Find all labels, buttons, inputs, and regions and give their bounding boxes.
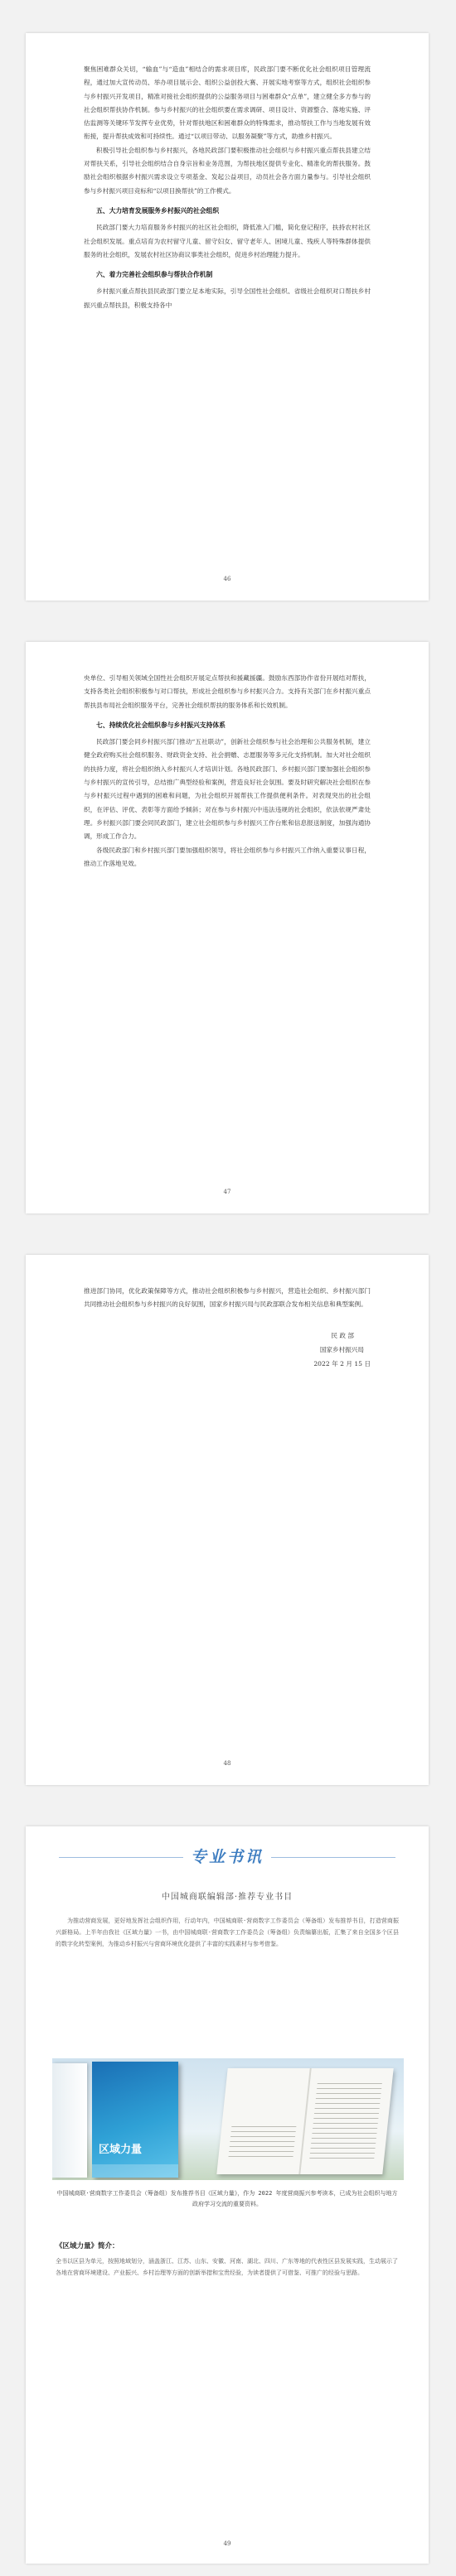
- book-photo: [52, 2058, 404, 2180]
- book-intro-heading: 《区域力量》简介：: [56, 2242, 119, 2250]
- section-title: 专业书讯: [190, 1848, 264, 1866]
- paragraph: 央单位、引导相关领域全国性社会组织开展定点帮扶和援藏援疆。鼓励东西部协作省份开展结对帮扶，支持各类社会组织积极参与对口帮扶，形成社会组织参与乡村振兴合力。支持有关部门在乡村振兴重点帮扶县布局社会组织服务平台，完善社会组织帮扶的服务体系和长效机制。: [84, 674, 371, 709]
- book-cover-title: 区域力量: [99, 2144, 143, 2156]
- book-spine: [52, 2063, 87, 2178]
- paragraph: 推进部门协同，优化政策保障等方式，推动社会组织积极参与乡村振兴，营造社会组织、乡村振兴部门共同推动社会组织参与乡村振兴的良好氛围，国家乡村振兴局与民政部联合发布相关信息和典型案例。: [84, 1287, 371, 1309]
- signature-block: [84, 1329, 371, 1371]
- section-heading: 六、着力完善社会组织参与帮扶合作机制: [96, 271, 213, 279]
- signature-org: 国家乡村振兴局: [319, 1345, 364, 1353]
- signature-date: 2022 年 2 月 15 日: [313, 1359, 371, 1368]
- document-page-4: [26, 1826, 429, 2564]
- book-text-lines: [309, 2083, 382, 2159]
- paragraph: 聚焦困难群众关切，“输血”与“造血”相结合的需求项目库，民政部门要不断优化社会组织项目管理流程，通过加大宣传动员、举办项目展示会、组织公益创投大赛、开展实地考察等方式，组织社会组织参与乡村振兴开发项目，精准对接社会组织提供的公益服务项目与困难群众“点单”，建立健全多方参与的社会组织帮扶协作机制。参与乡村振兴的社会组织要在需求调研、项目设计、资源整合、落地实施、评估监测等关键环节发挥专业优势，针对帮扶地区和困难群众的特殊需求，推动帮扶工作与当地发展有效衔接，提升帮扶成效和可持续性。通过“以项目带动、以服务凝聚”等方式，助推乡村振兴。: [84, 65, 371, 141]
- page-subtitle: 中国城商联编辑部·推荐专业书目: [161, 1893, 293, 1902]
- book-cover: [92, 2062, 178, 2178]
- page-number: 46: [223, 576, 231, 582]
- paragraph: 各级民政部门和乡村振兴部门要加强组织领导，将社会组织参与乡村振兴工作纳入重要议事日程，推动工作落地见效。: [84, 846, 371, 867]
- cover-band: [92, 2164, 178, 2178]
- photo-caption: 中国城商联·营商数字工作委员会（筹备组）发布推荐书目《区域力量》，作为 2022 年度营商振兴参考读本，已成为社会组织与地方政府学习交流的重要资料。: [56, 2190, 398, 2207]
- page-number: 49: [223, 2540, 231, 2547]
- book-text-lines: [228, 2126, 296, 2159]
- section-heading: 七、持续优化社会组织参与乡村振兴支持体系: [96, 721, 226, 729]
- paragraph: 积极引导社会组织参与乡村振兴，各地民政部门要积极推动社会组织与乡村振兴重点帮扶县建立结对帮扶关系，引导社会组织结合自身宗旨和业务范围，为帮扶地区提供专业化、精准化的帮扶服务。鼓励社会组织根据乡村振兴需求设立专项基金、发起公益项目，动员社会各方面力量参与。引导社会组织参与乡村振兴项目竞标和“以项目换帮扶”的工作模式。: [84, 146, 371, 195]
- signature-org: 民 政 部: [331, 1331, 354, 1339]
- page-number: 48: [223, 1760, 231, 1767]
- document-page-3: [26, 1255, 429, 1785]
- book-intro-text: 全书以区县为单元，按照地域划分，涵盖浙江、江苏、山东、安徽、河南、湖北、四川、广东等地的代表性区县发展实践，生动展示了各地在营商环境建设、产业振兴、乡村治理等方面的创新举措和宝贵经验，为读者提供了可借鉴、可推广的经验与思路。: [56, 2258, 398, 2276]
- paragraph: 乡村振兴重点帮扶县民政部门要立足本地实际，引导全国性社会组织、省级社会组织对口帮扶乡村振兴重点帮扶县，积极支持各中: [84, 287, 371, 309]
- section-heading: 五、大力培育发展服务乡村振兴的社会组织: [96, 206, 220, 215]
- document-page-2: [26, 642, 429, 1213]
- paragraph: 民政部门要大力培育服务乡村振兴的社区社会组织，降低准入门槛，简化登记程序，扶持农村社区社会组织发展。重点培育为农村留守儿童、留守妇女、留守老年人、困境儿童、残疾人等特殊群体提供服务的社会组织，发展农村社区协商议事类社会组织，促进乡村治理能力提升。: [84, 224, 371, 258]
- document-page-1: [26, 33, 429, 601]
- open-book: [216, 2068, 393, 2174]
- intro-paragraph: 为推动营商发展，更好地发挥社会组织作用，行动年内，中国城商联·营商数字工作委员会（筹备组）发布推荐书目，打造营商振兴新格局。上半年由我社《区域力量》一书，由中国城商联·营商数字工作委员会（筹备组）负责编纂出版，汇集了来自全国多个区县的数字化转型案例，为推动乡村振兴与营商环境优化提供了丰富的实践素材与参考借鉴。: [56, 1918, 399, 1947]
- page-number: 47: [223, 1189, 231, 1195]
- paragraph: 民政部门要会同乡村振兴部门推动“五社联动”，创新社会组织参与社会治理和公共服务机制，建立健全政府购买社会组织服务、财政资金支持、社会捐赠、志愿服务等多元化支持机制。加大对社会组织的扶持力度，将社会组织纳入乡村振兴人才培训计划。各地民政部门、乡村振兴部门要加强社会组织参与乡村振兴的宣传引导，总结推广典型经验和案例，营造良好社会氛围。要及时研究解决社会组织在参与乡村振兴过程中遇到的困难和问题，为社会组织开展帮扶工作提供便利条件。对表现突出的社会组织，在评估、评优、表彰等方面给予倾斜；对在参与乡村振兴中违法违规的社会组织，依法依规严肃处理。乡村振兴部门要会同民政部门，建立社会组织参与乡村振兴工作台账和信息报送制度，加强沟通协调，形成工作合力。: [84, 738, 371, 841]
